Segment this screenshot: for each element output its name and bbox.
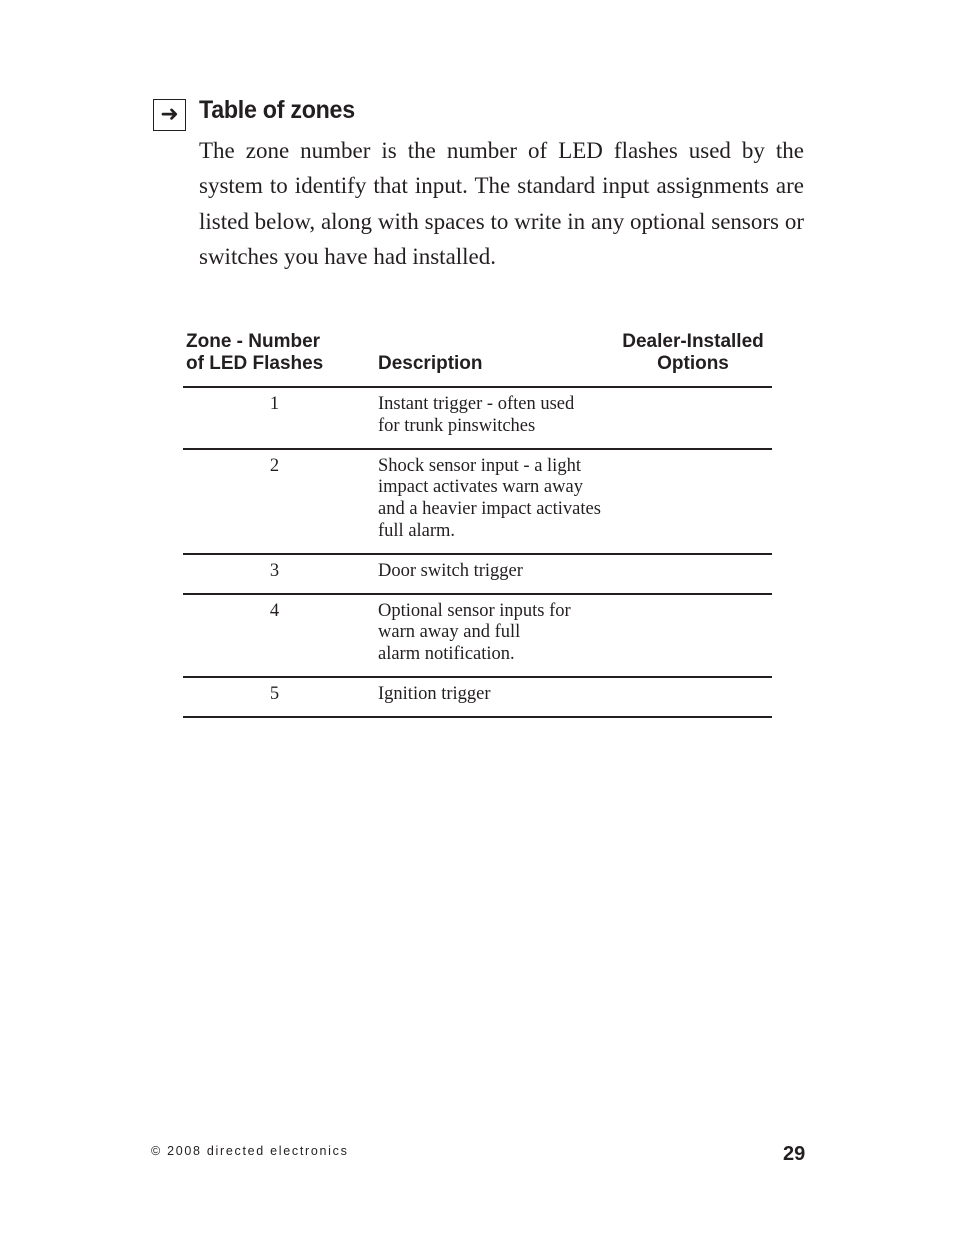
dealer-options-cell (614, 554, 772, 594)
section-title: Table of zones (199, 96, 355, 124)
zone-description: Ignition trigger (366, 677, 614, 717)
table-row (183, 554, 772, 594)
options-header-line1: Dealer-Installed (622, 331, 764, 352)
zone-header-line1: Zone - Number (186, 331, 321, 352)
zones-table (183, 331, 772, 718)
zone-header-line2: of LED Flashes (186, 353, 324, 374)
description-column-header: Description (366, 331, 614, 387)
table-row (183, 594, 772, 677)
intro-paragraph: The zone number is the number of LED flashes used by the system to identify that input. The standard input assignments are listed below, along with spaces to write in any optional sensors or switches you have had installed. (199, 138, 804, 269)
zone-description: Instant trigger - often used for trunk pinswitches (366, 387, 614, 449)
options-column-header (614, 331, 772, 387)
table-row (183, 677, 772, 717)
page-number: 29 (783, 1143, 806, 1165)
zone-number: 5 (183, 677, 366, 717)
zone-number: 4 (183, 594, 366, 677)
zone-number: 3 (183, 554, 366, 594)
zone-description: Optional sensor inputs for warn away and full alarm notification. (366, 594, 614, 677)
table-row (183, 449, 772, 554)
right-arrow-icon: ➜ (153, 99, 186, 131)
zone-number: 2 (183, 449, 366, 554)
dealer-options-cell (614, 449, 772, 554)
dealer-options-cell (614, 594, 772, 677)
table-header-row (183, 331, 772, 387)
options-header-line2: Options (657, 353, 729, 374)
zone-number: 1 (183, 387, 366, 449)
copyright-footer: © 2008 directed electronics (151, 1144, 349, 1158)
table-row (183, 387, 772, 449)
dealer-options-cell (614, 677, 772, 717)
zone-description: Door switch trigger (366, 554, 614, 594)
zone-column-header (183, 331, 366, 387)
zone-description: Shock sensor input - a light impact activates warn away and a heavier impact activates full alarm. (366, 449, 614, 554)
dealer-options-cell (614, 387, 772, 449)
